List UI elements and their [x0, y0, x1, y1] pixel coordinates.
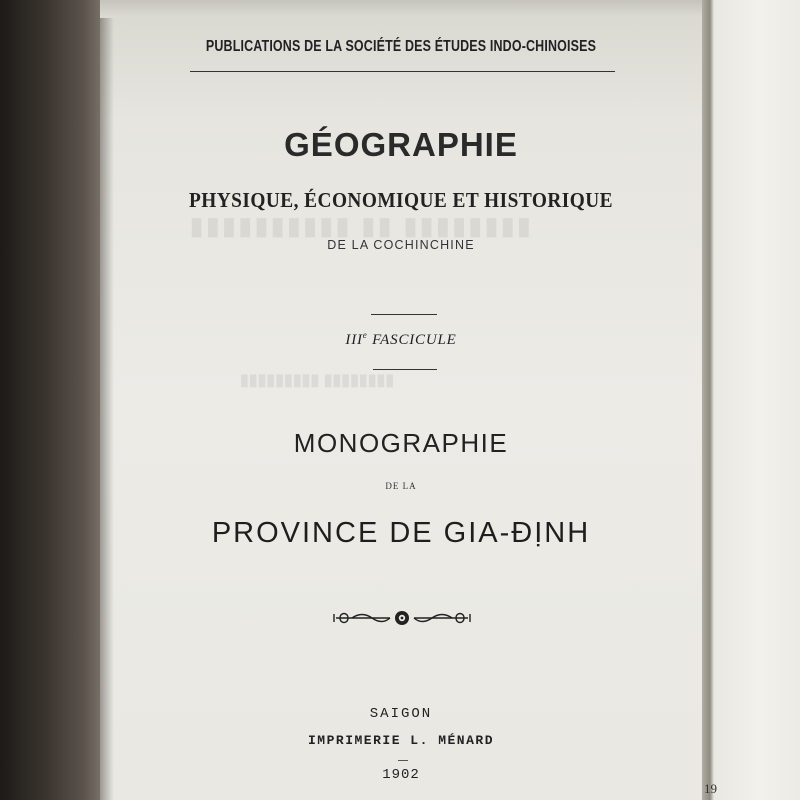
show-through-subheading: ▮▮▮▮▮▮▮▮▮ ▮▮▮▮▮▮▮▮ — [240, 372, 395, 389]
province-title: PROVINCE DE GIA-ĐỊNH — [211, 517, 591, 549]
monograph-connector: DE LA — [385, 481, 417, 491]
fascicule-rule-bottom — [373, 369, 437, 370]
book-binding-shadow — [0, 0, 104, 800]
fascicule-word: FASCICULE — [372, 332, 457, 348]
publication-line: PUBLICATIONS DE LA SOCIÉTÉ DES ÉTUDES INDO-CHINOISES — [205, 38, 597, 55]
region-line: DE LA COCHINCHINE — [327, 238, 475, 252]
fascicule-rule-top — [371, 314, 437, 315]
page-subtitle: PHYSIQUE, ÉCONOMIQUE ET HISTORIQUE — [189, 188, 613, 212]
fascicule-superscript: e — [362, 330, 368, 340]
imprint-year: 1902 — [382, 767, 420, 783]
title-page — [100, 0, 717, 800]
fleuron-ornament-icon — [332, 606, 472, 630]
fascicule-numeral: III — [345, 332, 363, 348]
previous-page-strip — [100, 0, 702, 18]
show-through-heading: ▮▮▮▮▮▮▮▮▮▮ ▮▮ ▮▮▮▮▮▮▮▮ — [190, 213, 534, 240]
monograph-heading: MONOGRAPHIE — [293, 428, 509, 458]
imprint-printer: IMPRIMERIE L. MÉNARD — [307, 733, 495, 748]
imprint-city: SAIGON — [369, 706, 433, 722]
next-page-edge — [700, 0, 800, 800]
page-title: GÉOGRAPHIE — [284, 126, 518, 163]
page-number: 19 — [704, 781, 717, 796]
fascicule-label — [100, 330, 702, 349]
header-divider — [190, 71, 615, 72]
imprint-divider — [398, 760, 408, 761]
